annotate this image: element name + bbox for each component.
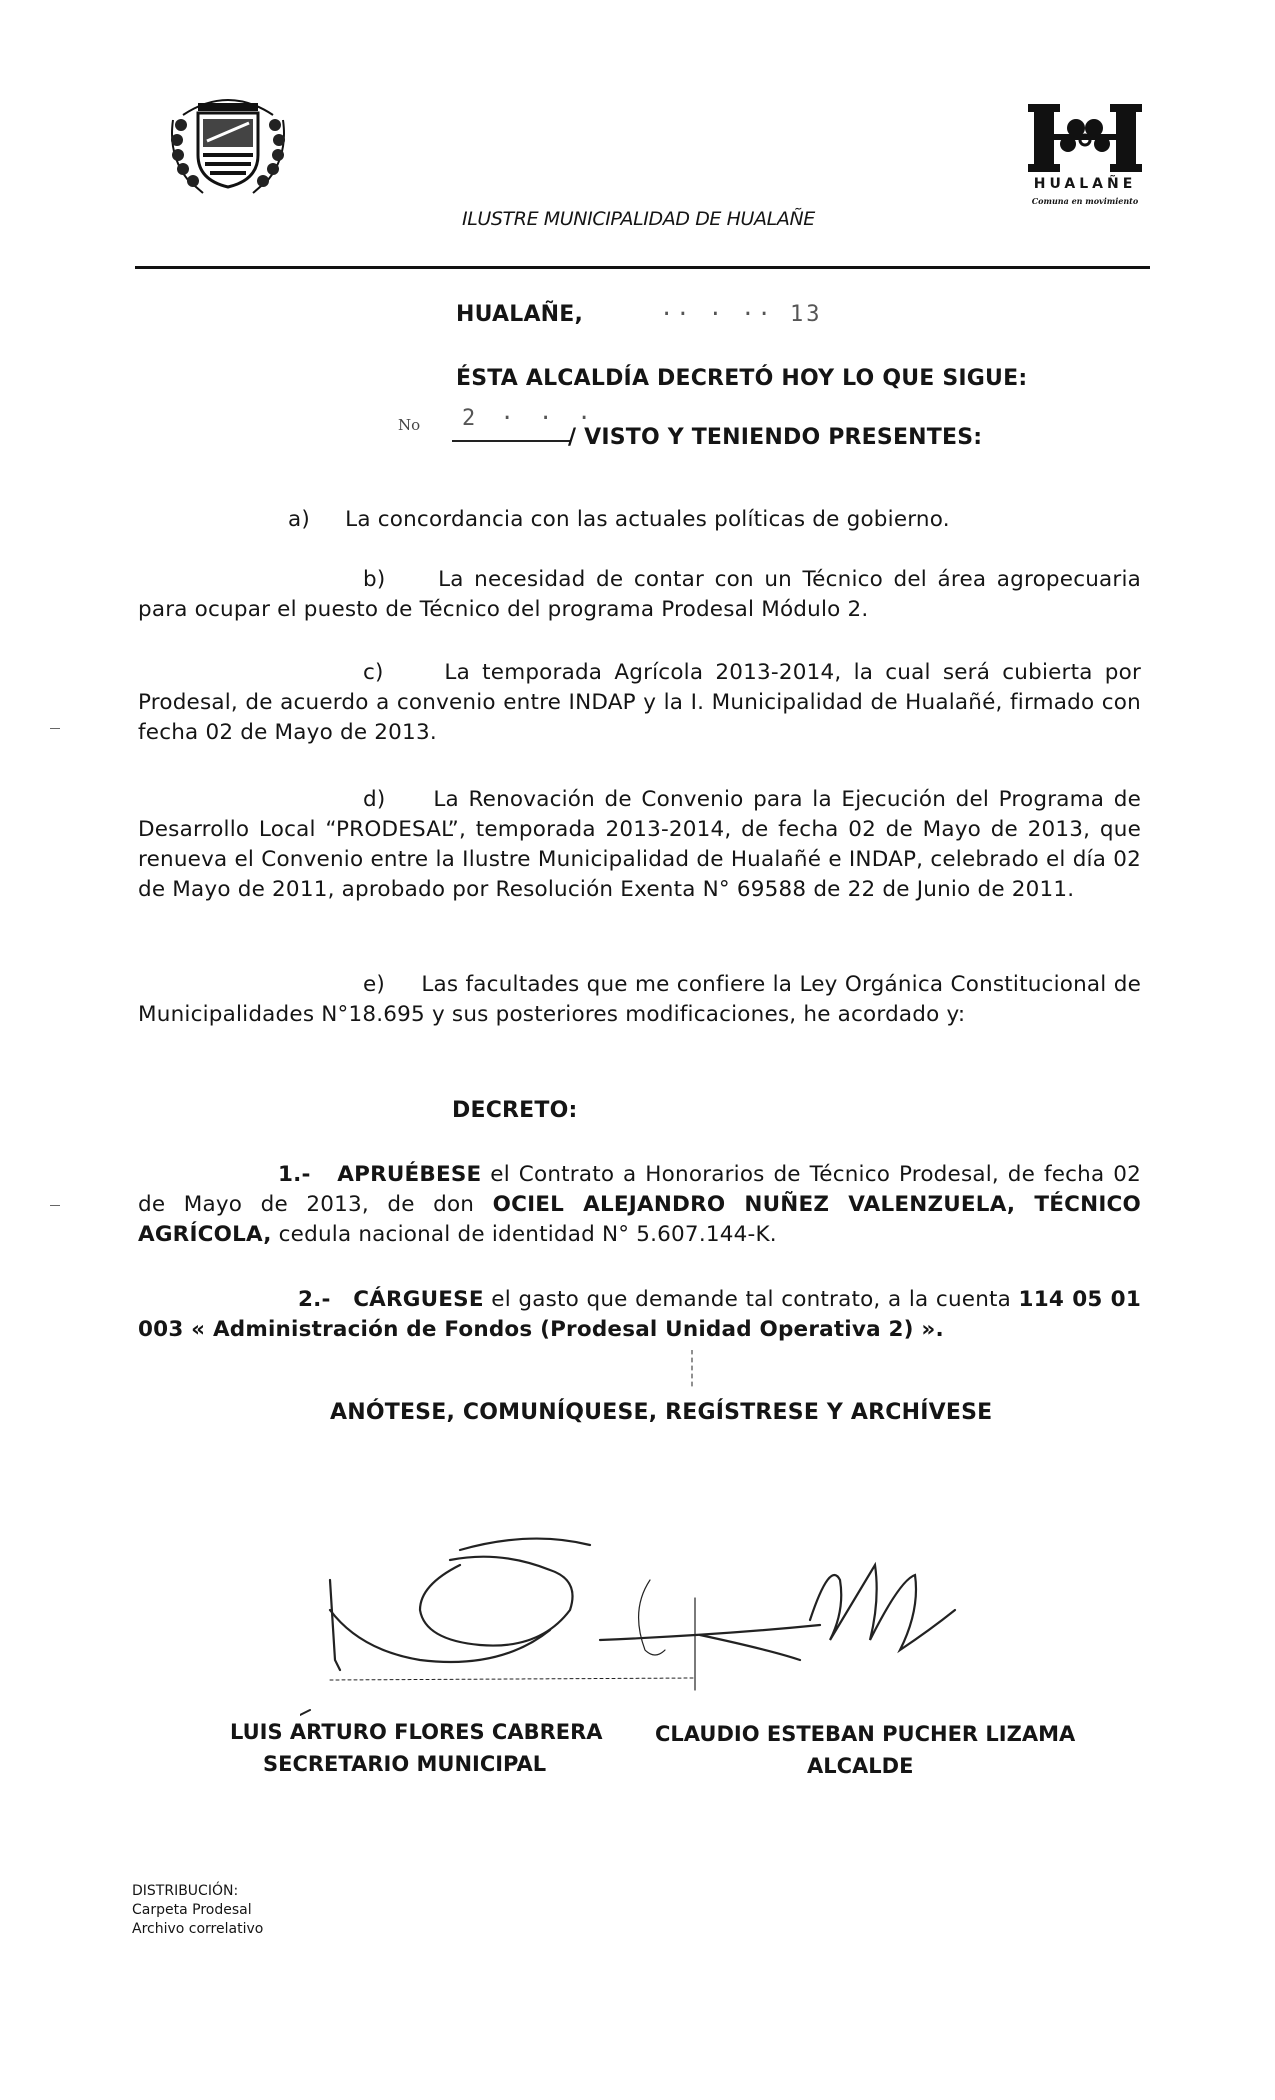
consideration-b [138,565,1141,625]
consideration-text: Las facultades que me confiere la Ley Orgánica Constitucional de Municipalidades N°18.695 y sus posteriores modificaciones, he acordado y: [138,972,1142,1027]
consideration-text: La Renovación de Convenio para la Ejecución del Programa de Desarrollo Local “PRODESAL”, temporada 2013-2014, de fecha 02 de Mayo de 2013, que renueva el Convenio entre la Ilustre Municipalidad de Hualañé e INDAP, celebrado el día 02 de Mayo de 2011, aprobado por Resolución Exenta N° 69588 de 22 de Junio de 2011. [138,787,1141,902]
consideration-d [138,785,1141,905]
hualane-logo [1020,100,1150,210]
signatory-name-secretary: LUIS ARTURO FLORES CABRERA [230,1720,603,1744]
logo-tagline: Comuna en movimiento [1031,196,1139,206]
number-underline [452,440,570,442]
consideration-text: La temporada Agrícola 2013-2014, la cual será cubierta por Prodesal, de acuerdo a convenio entre INDAP y la I. Municipalidad de Hualañé, firmado con fecha 02 de Mayo de 2013. [138,660,1141,745]
handwritten-signatures [300,1350,1060,1730]
consideration-label: a) [288,507,310,532]
article-verb: CÁRGUESE [353,1287,484,1312]
visto-heading: / VISTO Y TENIENDO PRESENTES: [568,425,983,450]
date-stamp: ·· · ·· 13 [660,302,823,327]
consideration-e [138,970,1141,1030]
municipality-name: ILUSTRE MUNICIPALIDAD DE HUALAÑE [462,208,815,230]
logo-wordmark: HUALAÑE [1033,176,1137,192]
account-reference: 114 05 01 003 « Administración de Fondos (Prodesal Unidad Operativa 2) ». [138,1287,1141,1342]
consideration-text: La necesidad de contar con un Técnico del área agropecuaria para ocupar el puesto de Técnico del programa Prodesal Módulo 2. [138,567,1142,622]
consideration-label: e) [363,972,386,997]
article-text: el gasto que demande tal contrato, a la cuenta [483,1287,1019,1312]
decree-title: DECRETO: [452,1098,578,1123]
consideration-label: d) [363,787,386,812]
closing-formula: ANÓTESE, COMUNÍQUESE, REGÍSTRESE Y ARCHÍVESE [330,1400,993,1425]
distribution-item: Carpeta Prodesal [132,1902,252,1918]
header-divider [135,266,1150,269]
decree-place: HUALAÑE, [456,302,584,327]
article-2 [138,1285,1141,1345]
article-1 [138,1160,1141,1250]
consideration-label: c) [363,660,384,685]
signatory-title-secretary: SECRETARIO MUNICIPAL [263,1752,547,1776]
article-number: 1.- [278,1162,311,1187]
article-text: cedula nacional de identidad N° 5.607.144-K. [271,1222,777,1247]
consideration-label: b) [363,567,386,592]
contractor-name: OCIEL ALEJANDRO NUÑEZ VALENZUELA, TÉCNICO AGRÍCOLA, [138,1192,1141,1247]
consideration-a [288,505,1148,535]
consideration-text: La concordancia con las actuales políticas de gobierno. [345,507,950,532]
scan-mark [50,728,60,729]
distribution-title: DISTRIBUCIÓN: [132,1883,239,1899]
signatory-title-mayor: ALCALDE [807,1754,914,1778]
signatory-name-mayor: CLAUDIO ESTEBAN PUCHER LIZAMA [655,1722,1076,1746]
article-number: 2.- [298,1287,331,1312]
distribution-item: Archivo correlativo [132,1921,264,1937]
consideration-c [138,658,1141,748]
article-verb: APRUÉBESE [337,1162,482,1187]
decree-intro: ÉSTA ALCALDÍA DECRETÓ HOY LO QUE SIGUE: [456,366,1028,391]
scan-mark [50,1205,60,1206]
municipal-crest [163,85,293,200]
article-text: el Contrato a Honorarios de Técnico Prodesal, de fecha 02 de Mayo de 2013, de don [138,1162,1141,1217]
number-stamp: 2 · · · [462,406,597,431]
number-prefix: No [398,416,421,434]
